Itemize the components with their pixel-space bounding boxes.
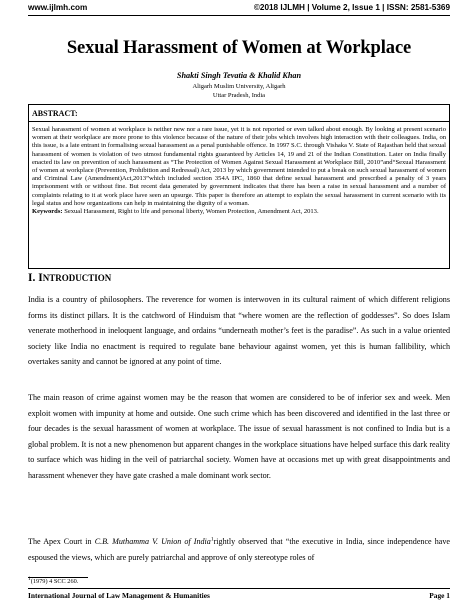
journal-website[interactable]: www.ijlmh.com (28, 3, 88, 12)
footnote (28, 575, 79, 585)
footnote-reference[interactable]: 1 (210, 536, 214, 543)
intro-paragraph-3 (28, 534, 450, 565)
running-footer (28, 591, 450, 600)
section-heading-introduction (28, 272, 111, 284)
section-initial: I (38, 272, 43, 284)
page-number: Page 1 (429, 591, 450, 600)
paper-title: Sexual Harassment of Women at Workplace (66, 38, 412, 58)
keywords-label: Keywords: (32, 208, 63, 216)
abstract-box (28, 104, 450, 269)
para3-lead: The Apex Court in (28, 537, 95, 546)
case-citation: C.B. Muthamma V. Union of India (94, 537, 211, 546)
paper-authors: Shakti Singh Tevatia & Khalid Khan (176, 71, 302, 80)
footnote-text: (1979) 4 SCC 260. (30, 578, 79, 585)
header-divider (28, 15, 450, 16)
footnote-mark: 1 (28, 575, 31, 582)
running-header (28, 3, 450, 12)
abstract-heading: ABSTRACT: (32, 109, 78, 118)
journal-name: International Journal of Law Management & Humanities (28, 591, 210, 600)
paper-page (28, 0, 450, 613)
intro-paragraph-1: India is a country of philosophers. The reverence for women is interwoven in its cultural raiment of which different religions forms its distinct pillars. It is the catchword of Hinduism that “where women are the reflection of goddesses”. So does Islam venerate motherhood in ineloquent language, and ordains “underneath mother’s feet is the paradise”. As such in a value oriented society like India no enactment is required to regulate bane behaviour against women, yet this is human fallibility, which overtakes sanity and cannot be ignored at any point of time. (28, 295, 450, 366)
keywords-list: Sexual Harassment, Right to life and personal liberty, Women Protection, Amendment Act, 2013. (62, 208, 319, 216)
section-title-rest: NTRODUCTION (42, 273, 112, 283)
abstract-divider (29, 121, 449, 122)
intro-paragraph-2: The main reason of crime against women may be the reason that women are considered to be of inferior sex and week. Men exploit women with impunity at home and outside. One such crime which has been discovered and identified in the last three or four decades is the sexual harassment of women at workplace. The issue of sexual harassment is not confined to India but is a global problem. It is not a new phenomenon but apparent changes in the workplace situations have helped surface this dark reality to surface which was hiding in the veil of patriarchal society. Women have at occasions met up with great disappointments and harassment whenever they have gate crashed a male dominant work sector. (28, 393, 450, 480)
section-number: I. (28, 272, 39, 284)
footer-divider (28, 588, 450, 589)
author-affiliation-university: Aligarh Muslim University, Aligarh (192, 83, 286, 90)
keywords-line (32, 208, 446, 216)
author-affiliation-location: Uttar Pradesh, India (212, 92, 266, 99)
abstract-text: Sexual harassment of women at workplace is neither new nor a rare issue, yet it is not reported or even talked about enough. By looking at present scenario women at their workplace are more prone to this violence because of the nature of their jobs which involves high interaction with their colleagues. India, on this issue, is a late entrant in formalising sexual harassment as a penal punishable offence. In 1997 S.C. through Vishaka V. State of Rajasthan held that sexual harassment of women is violation of two utmost fundamental rights guaranteed by Articles 14, 19 and 21 of the Indian Constitution. Later on India finally enacted its law on prevention of such harassment as “The Protection of Women Against Sexual Harassment at Workplace Bill, 2010”and“Sexual Harassment of women at workplace (Prevention, Prohibition and Redressal) Act, 2013 by which government intended to put a break on such sexual harassment of women and Criminal Law (Amendment)Act,2013”which included section 354A IPC, 1860 that define sexual harassment and prescribed a penalty of 3 years imprisonment with or without fine. But recent data generated by government indicates that there has been a raise in sexual harassment and a number of complaints relating to it at work place have seen an upsurge. This paper is therefore an attempt to explain the sexual harassment in current scenario with its legal status and how organizations can help in maintaining the dignity of a woman. (32, 126, 446, 207)
journal-issue-info: ©2018 IJLMH | Volume 2, Issue 1 | ISSN: 2581-5369 (253, 3, 450, 12)
para3-text: rightly observed that “the executive in India, since independence have espoused the views, which are purely patriarchal and approve of only stereotype roles of (28, 537, 450, 562)
